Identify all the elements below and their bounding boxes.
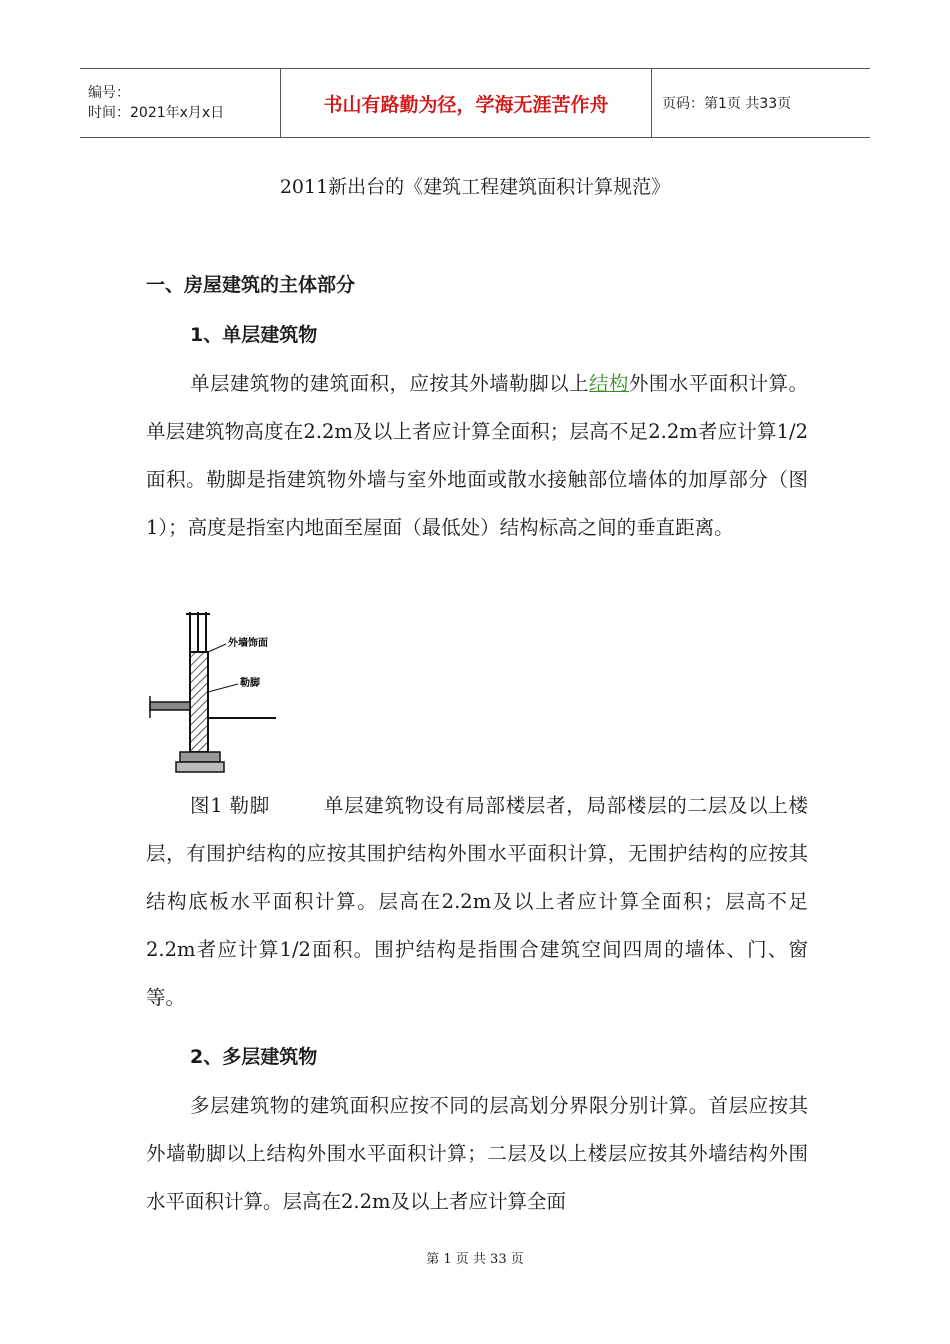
subsection-heading-1: 1、单层建筑物 <box>190 324 318 346</box>
plinth-figure <box>146 608 286 778</box>
figure-caption: 图1 勒脚 <box>190 794 270 817</box>
footing <box>180 752 220 762</box>
footing-base <box>176 762 224 772</box>
page-footer: 第 1 页 共 33 页 <box>426 1252 524 1267</box>
header-page-info: 页码：第1页 共33页 <box>662 96 792 112</box>
header-motto: 书山有路勤为径，学海无涯苦作舟 <box>280 69 652 137</box>
paragraph-multi-storey: 多层建筑物的建筑面积应按不同的层高划分界限分别计算。首层应按其外墙勒脚以上结构外围水平面积计算；二层及以上楼层应按其外墙结构外围水平面积计算。层高在2.2m及以上者应计算全面 <box>146 1094 808 1213</box>
plinth-wall <box>190 652 208 752</box>
label-wall-finish: 外墙饰面 <box>228 638 268 649</box>
paragraph-text: 单层建筑物设有局部楼层者，局部楼层的二层及以上楼层，有围护结构的应按其围护结构外围水平面积计算，无围护结构的应按其结构底板水平面积计算。层高在2.2m及以上者应计算全面积；层高不足2.2m者应计算1/2面积。围护结构是指围合建筑空间四周的墙体、门、窗等。 <box>146 794 808 1009</box>
label-plinth: 勒脚 <box>240 678 260 689</box>
document-title: 2011新出台的《建筑工程建筑面积计算规范》 <box>279 176 671 198</box>
leader-line <box>208 644 226 652</box>
subsection-heading-2: 2、多层建筑物 <box>190 1046 318 1068</box>
page-header <box>80 68 870 138</box>
header-number: 编号： <box>88 85 130 101</box>
paragraph-text: 外围水平面积计算。单层建筑物高度在2.2m及以上者应计算全面积；层高不足2.2m者应计算1/2面积。勒脚是指建筑物外墙与室外地面或散水接触部位墙体的加厚部分（图1）；高度是指室内地面至屋面（最低处）结构标高之间的垂直距离。 <box>146 372 808 539</box>
paragraph-single-storey <box>146 360 808 552</box>
structure-link[interactable]: 结构 <box>588 372 629 395</box>
section-heading: 一、房屋建筑的主体部分 <box>146 274 356 296</box>
header-meta <box>80 69 280 137</box>
paragraph-local-floors <box>146 782 808 1022</box>
leader-line <box>208 684 238 692</box>
paragraph-text: 单层建筑物的建筑面积，应按其外墙勒脚以上 <box>190 372 589 395</box>
header-time: 时间：2021年x月x日 <box>88 105 225 121</box>
floor-slab <box>150 702 190 710</box>
